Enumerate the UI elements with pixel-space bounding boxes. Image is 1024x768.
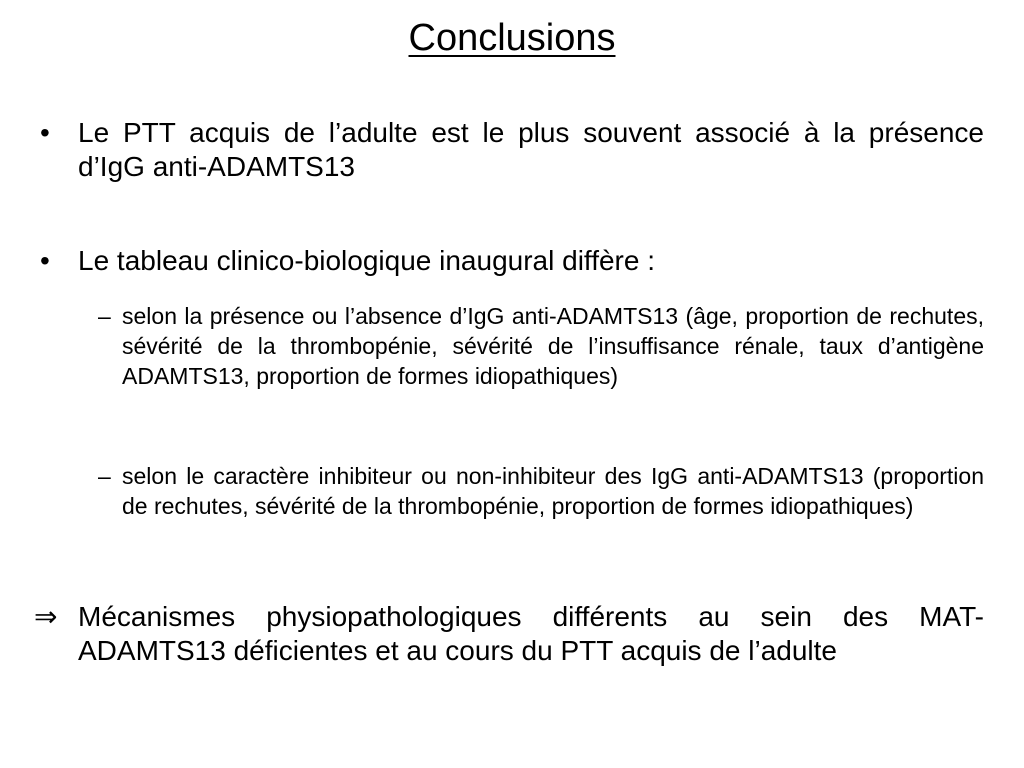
subitem-marker-1: –: [98, 303, 111, 329]
bullet-2-text: Le tableau clinico-biologique inaugural diffère :: [78, 245, 655, 276]
subitem-marker-2: –: [98, 463, 111, 489]
implies-arrow-icon: ⇒: [34, 601, 58, 632]
bullet-marker-1: •: [40, 117, 50, 148]
conclusion-text: Mécanismes physiopathologiques différents au sein des MAT-ADAMTS13 déficientes et au cours du PTT acquis de l’adulte: [78, 601, 984, 666]
bullet-marker-2: •: [40, 245, 50, 276]
slide-title: [0, 14, 1024, 62]
bullet-1-text: Le PTT acquis de l’adulte est le plus souvent associé à la présence d’IgG anti-ADAMTS13: [78, 117, 984, 182]
subitem-2-text: selon le caractère inhibiteur ou non-inhibiteur des IgG anti-ADAMTS13 (proportion de rechutes, sévérité de la thrombopénie, proportion de formes idiopathiques): [122, 463, 984, 519]
subitem-1-text: selon la présence ou l’absence d’IgG anti-ADAMTS13 (âge, proportion de rechutes, sévérité de la thrombopénie, sévérité de l’insuffisance rénale, taux d’antigène ADAMTS13, proportion de formes idiopathiques): [122, 303, 984, 389]
slide-title-text: Conclusions: [408, 17, 616, 59]
